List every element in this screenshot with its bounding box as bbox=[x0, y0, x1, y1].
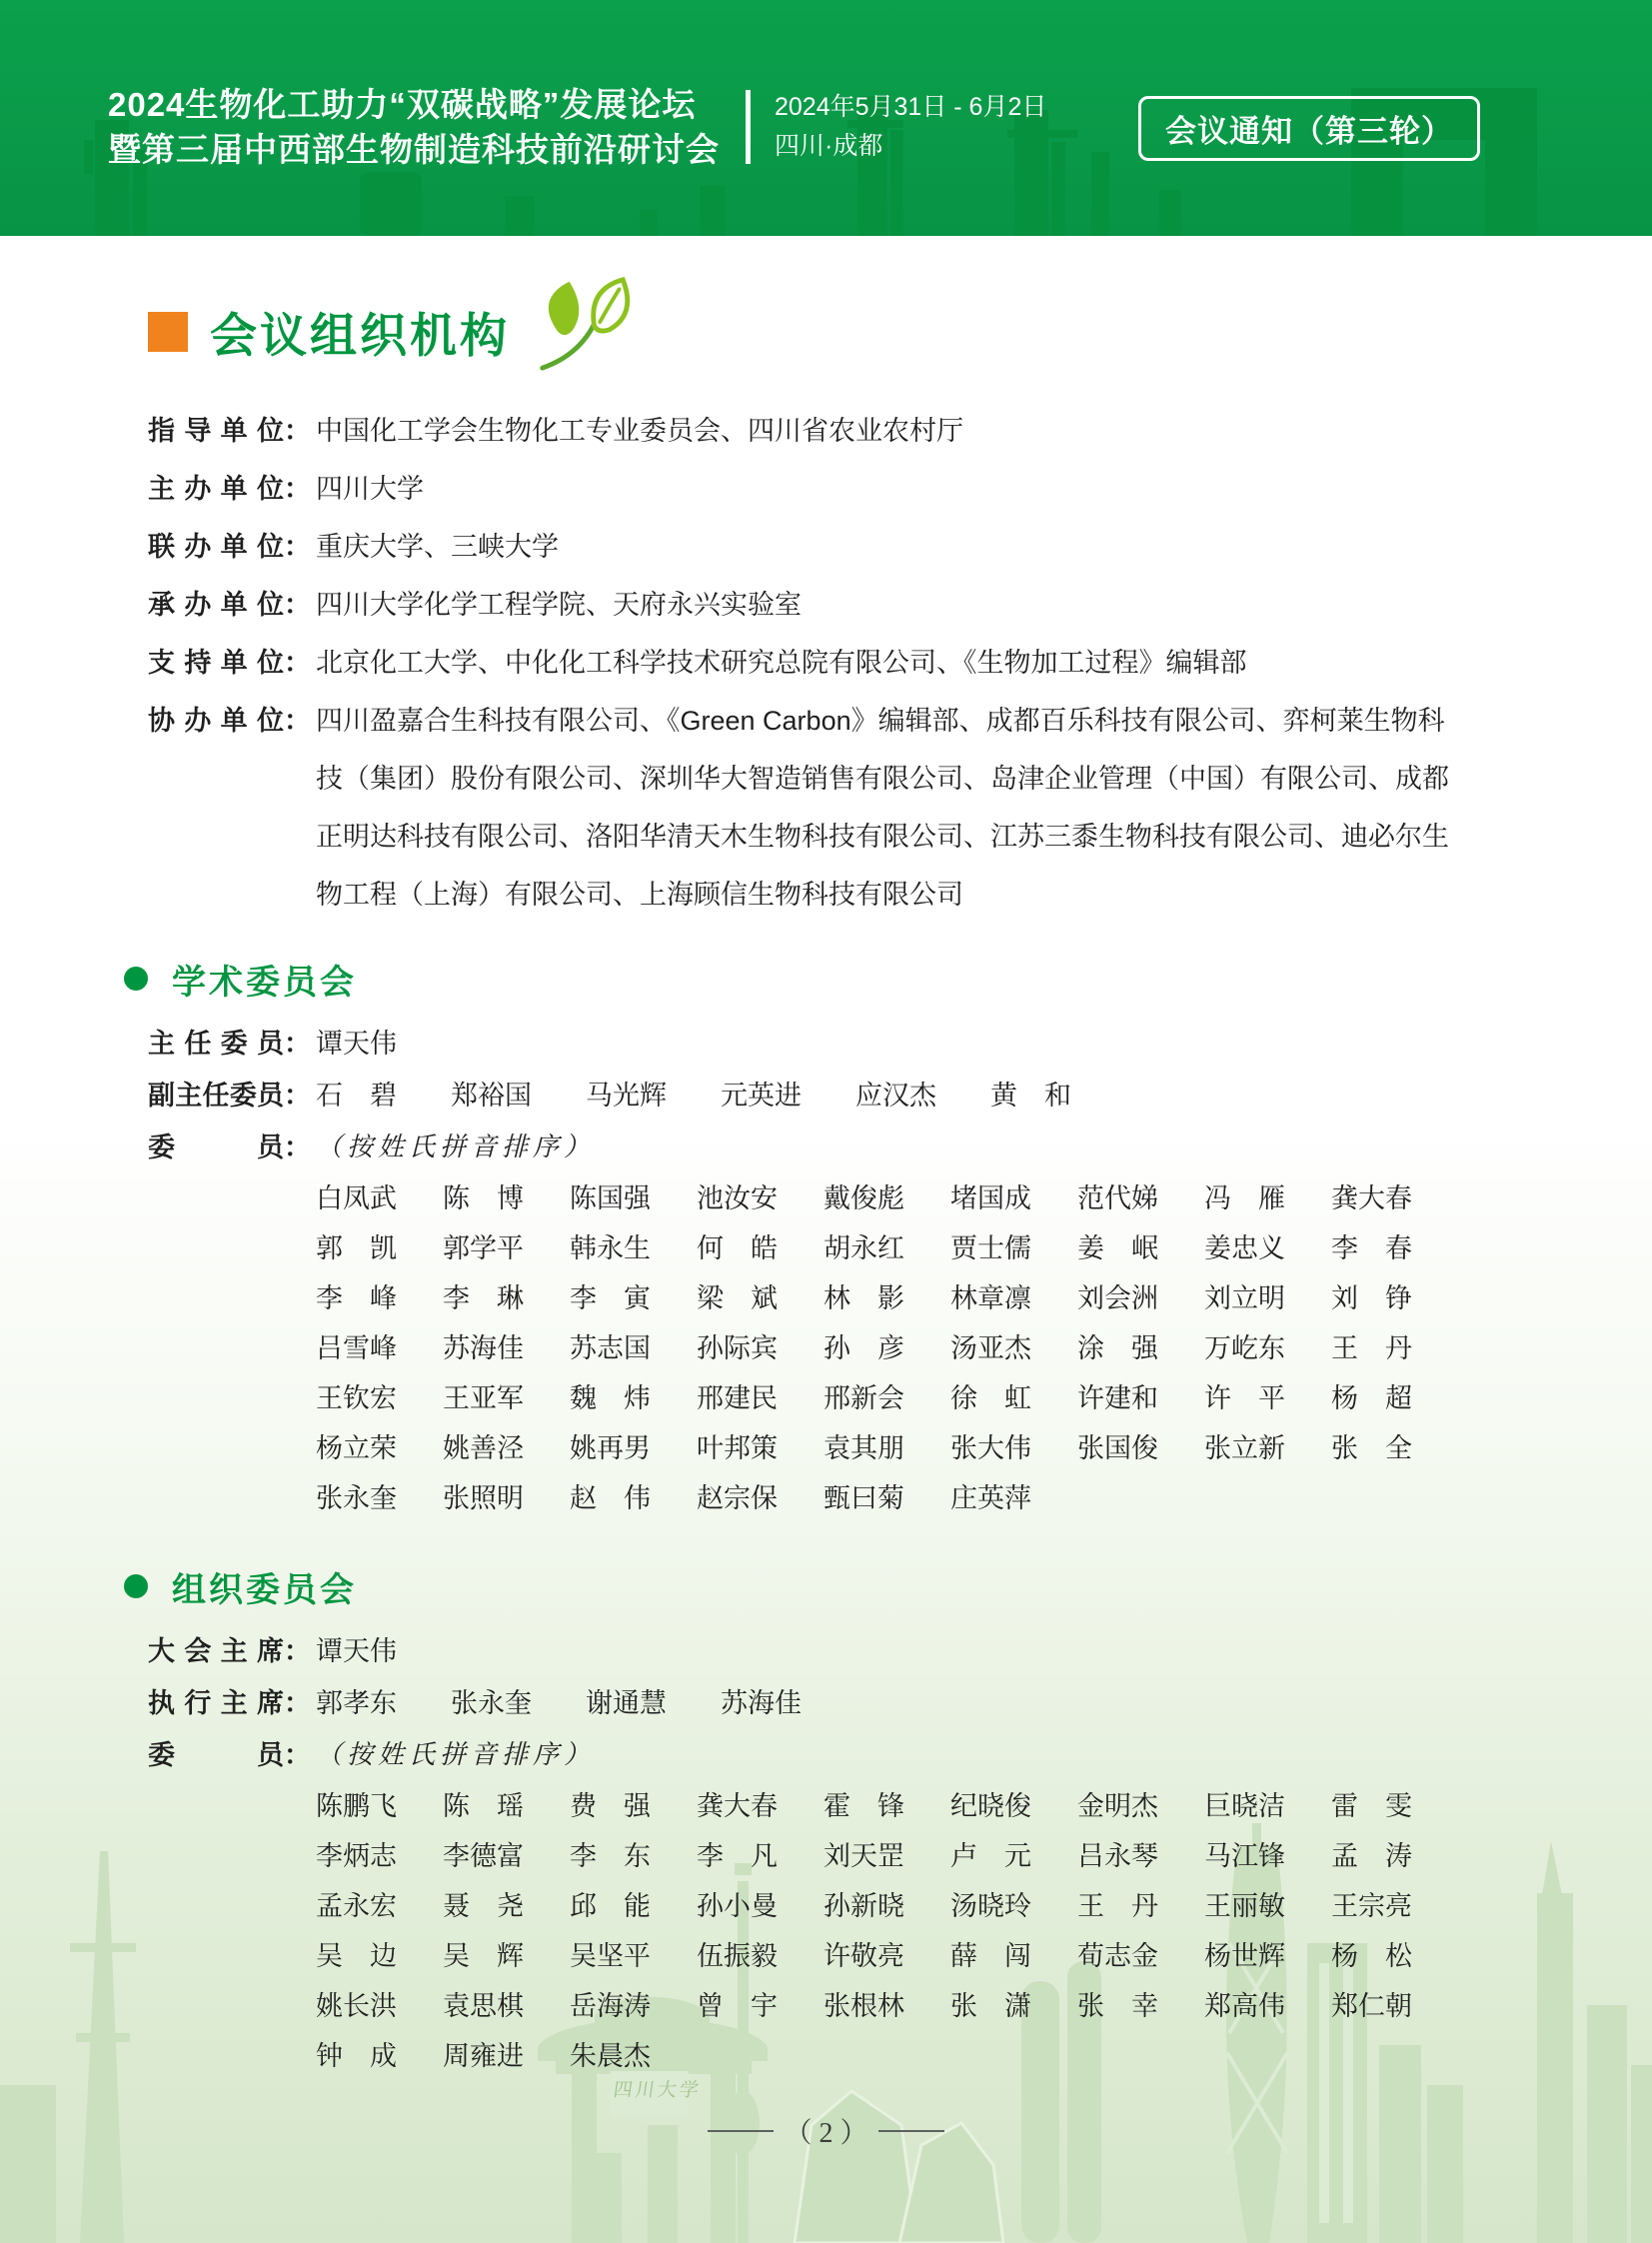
section-header-organization bbox=[148, 294, 1467, 370]
organizing-committee-header bbox=[148, 1561, 1467, 1611]
member-name: 刘会洲 bbox=[1077, 1283, 1158, 1313]
member-name: 孟 涛 bbox=[1331, 1841, 1412, 1871]
member-name: 刘 铮 bbox=[1331, 1283, 1412, 1313]
member-name: 张立新 bbox=[1204, 1433, 1285, 1463]
member-row bbox=[316, 1173, 1467, 1223]
member-name: 许建和 bbox=[1077, 1383, 1158, 1413]
org-unit-value: 四川盈嘉合生科技有限公司、《Green Carbon》编辑部、成都百乐科技有限公司、弈柯莱生物科技（集团）股份有限公司、深圳华大智造销售有限公司、岛津企业管理（中国）有限公司、成都正明达科技有限公司、洛阳华清天木生物科技有限公司、江苏三黍生物科技有限公司、迪必尔生物工程（上海）有限公司、上海顾信生物科技有限公司 bbox=[316, 706, 1449, 910]
members-label: 委员 bbox=[148, 1132, 284, 1162]
member-name: 姚再男 bbox=[570, 1433, 651, 1463]
member-row bbox=[316, 1881, 1467, 1931]
member-name: 孙际宾 bbox=[697, 1333, 778, 1363]
member-name: 甄曰菊 bbox=[824, 1483, 904, 1513]
exec-chair-names: 郭孝东 张永奎 谢通慧 苏海佳 bbox=[316, 1688, 802, 1718]
member-name: 朱晨杰 bbox=[570, 2041, 651, 2071]
member-name: 周雍进 bbox=[443, 2041, 524, 2071]
member-name: 卢 元 bbox=[950, 1841, 1031, 1871]
member-name: 张 全 bbox=[1331, 1433, 1412, 1463]
member-row bbox=[316, 1323, 1467, 1373]
member-name: 赵 伟 bbox=[570, 1483, 651, 1513]
member-name: 刘立明 bbox=[1204, 1283, 1285, 1313]
gate-plaque-text: 四川大学 bbox=[612, 2080, 704, 2101]
members-sort-note: （按姓氏拼音排序） bbox=[316, 1740, 596, 1769]
vice-chair-row bbox=[148, 1070, 1467, 1122]
member-name: 李 春 bbox=[1331, 1233, 1412, 1263]
chair-name: 谭天伟 bbox=[316, 1636, 397, 1666]
label-colon: ： bbox=[284, 1081, 311, 1111]
leaf-icon bbox=[524, 276, 642, 372]
org-unit-value: 北京化工大学、中化化工科学技术研究总院有限公司、《生物加工过程》编辑部 bbox=[316, 648, 1247, 678]
member-name: 邢建民 bbox=[697, 1383, 778, 1413]
notice-round-badge: 会议通知（第三轮） bbox=[1138, 96, 1480, 161]
member-row bbox=[316, 1931, 1467, 1981]
member-name: 李德富 bbox=[443, 1841, 524, 1871]
member-name: 张 幸 bbox=[1077, 1991, 1158, 2021]
member-name: 吕永琴 bbox=[1077, 1841, 1158, 1871]
member-name: 费 强 bbox=[570, 1791, 651, 1821]
member-name: 邢新会 bbox=[824, 1383, 904, 1413]
org-unit-row bbox=[148, 692, 1467, 924]
org-unit-row bbox=[148, 518, 1467, 576]
organizing-committee-title: 组织委员会 bbox=[172, 1570, 357, 1609]
org-unit-row bbox=[148, 576, 1467, 634]
member-name: 纪晓俊 bbox=[950, 1791, 1031, 1821]
conference-location: 四川·成都 bbox=[775, 132, 883, 160]
member-name: 涂 强 bbox=[1077, 1333, 1158, 1363]
member-name: 薛 闯 bbox=[950, 1941, 1031, 1971]
member-row bbox=[316, 1473, 1467, 1523]
member-name: 杨 超 bbox=[1331, 1383, 1412, 1413]
member-name: 汤亚杰 bbox=[950, 1333, 1031, 1363]
org-unit-label: 支持单位 bbox=[148, 648, 284, 678]
vice-chair-names: 石 碧 郑裕国 马光辉 元英进 应汉杰 黄 和 bbox=[316, 1081, 1071, 1111]
conference-date: 2024年5月31日 - 6月2日 bbox=[775, 93, 1047, 121]
label-colon: ： bbox=[284, 474, 311, 504]
chair-name: 谭天伟 bbox=[316, 1029, 397, 1059]
member-name: 张国俊 bbox=[1077, 1433, 1158, 1463]
label-colon: ： bbox=[284, 1740, 311, 1770]
member-name: 魏 炜 bbox=[570, 1383, 651, 1413]
orange-square-bullet-icon bbox=[148, 312, 188, 352]
member-name: 韩永生 bbox=[570, 1233, 651, 1263]
member-name: 王钦宏 bbox=[316, 1383, 397, 1413]
member-name: 陈鹏飞 bbox=[316, 1791, 397, 1821]
chair-row bbox=[148, 1625, 1467, 1677]
member-name: 郑仁朝 bbox=[1331, 1991, 1412, 2021]
member-name: 贾士儒 bbox=[950, 1233, 1031, 1263]
header-left bbox=[108, 82, 1046, 172]
member-name: 李 峰 bbox=[316, 1283, 397, 1313]
conference-title bbox=[108, 82, 720, 172]
chair-label: 大会主席 bbox=[148, 1636, 284, 1666]
member-name: 许敬亮 bbox=[824, 1941, 904, 1971]
member-row bbox=[316, 1781, 1467, 1831]
member-name: 聂 尧 bbox=[443, 1891, 524, 1921]
member-name: 龚大春 bbox=[1331, 1183, 1412, 1213]
member-name: 陈 瑶 bbox=[443, 1791, 524, 1821]
member-name: 吴 边 bbox=[316, 1941, 397, 1971]
academic-members-grid bbox=[316, 1173, 1467, 1523]
member-name: 刘天罡 bbox=[824, 1841, 904, 1871]
member-name: 王 丹 bbox=[1331, 1333, 1412, 1363]
member-name: 范代娣 bbox=[1077, 1183, 1158, 1213]
member-name: 张大伟 bbox=[950, 1433, 1031, 1463]
member-name: 姚善泾 bbox=[443, 1433, 524, 1463]
org-unit-value: 四川大学 bbox=[316, 474, 424, 504]
member-name: 吴坚平 bbox=[570, 1941, 651, 1971]
green-dot-bullet-icon bbox=[124, 1574, 148, 1598]
member-name: 孙 彦 bbox=[824, 1333, 904, 1363]
member-name: 王宗亮 bbox=[1331, 1891, 1412, 1921]
section-title: 会议组织机构 bbox=[210, 308, 510, 362]
member-name: 王亚军 bbox=[443, 1383, 524, 1413]
label-colon: ： bbox=[284, 532, 311, 562]
members-row bbox=[148, 1729, 1467, 1781]
member-name: 李 凡 bbox=[697, 1841, 778, 1871]
member-name: 徐 虹 bbox=[950, 1383, 1031, 1413]
org-unit-row bbox=[148, 460, 1467, 518]
member-name: 李 东 bbox=[570, 1841, 651, 1871]
member-name: 孙小曼 bbox=[697, 1891, 778, 1921]
org-unit-value: 中国化工学会生物化工专业委员会、四川省农业农村厅 bbox=[316, 416, 963, 446]
member-name: 岳海涛 bbox=[570, 1991, 651, 2021]
conference-title-line-2: 暨第三届中西部生物制造科技前沿研讨会 bbox=[108, 131, 720, 168]
member-name: 林 影 bbox=[824, 1283, 904, 1313]
member-row bbox=[316, 2031, 1467, 2081]
member-name: 汤晓玲 bbox=[950, 1891, 1031, 1921]
member-name: 杨世辉 bbox=[1204, 1941, 1285, 1971]
member-name: 袁思棋 bbox=[443, 1991, 524, 2021]
org-unit-value: 四川大学化学工程学院、天府永兴实验室 bbox=[316, 590, 802, 620]
members-label: 委员 bbox=[148, 1740, 284, 1770]
member-row bbox=[316, 1423, 1467, 1473]
member-name: 陈国强 bbox=[570, 1183, 651, 1213]
green-dot-bullet-icon bbox=[124, 967, 148, 991]
member-name: 叶邦策 bbox=[697, 1433, 778, 1463]
member-name: 吴 辉 bbox=[443, 1941, 524, 1971]
member-name: 曾 宇 bbox=[697, 1991, 778, 2021]
member-name: 郭 凯 bbox=[316, 1233, 397, 1263]
member-name: 赵宗保 bbox=[697, 1483, 778, 1513]
member-name: 池汝安 bbox=[697, 1183, 778, 1213]
member-name: 荀志金 bbox=[1077, 1941, 1158, 1971]
academic-committee-section bbox=[148, 954, 1467, 1523]
organizing-members-grid bbox=[316, 1781, 1467, 2081]
member-name: 杨 松 bbox=[1331, 1941, 1412, 1971]
label-colon: ： bbox=[284, 590, 311, 620]
exec-chair-label: 执行主席 bbox=[148, 1688, 284, 1718]
member-name: 万屹东 bbox=[1204, 1333, 1285, 1363]
label-colon: ： bbox=[284, 416, 311, 446]
member-name: 王 丹 bbox=[1077, 1891, 1158, 1921]
member-name: 郭学平 bbox=[443, 1233, 524, 1263]
org-unit-label: 主办单位 bbox=[148, 474, 284, 504]
member-name: 庄英萍 bbox=[950, 1483, 1031, 1513]
member-name: 冯 雁 bbox=[1204, 1183, 1285, 1213]
member-name: 孟永宏 bbox=[316, 1891, 397, 1921]
member-name: 杨立荣 bbox=[316, 1433, 397, 1463]
member-name: 张永奎 bbox=[316, 1483, 397, 1513]
vice-chair-label: 副主任委员 bbox=[148, 1081, 284, 1111]
members-row bbox=[148, 1122, 1467, 1173]
member-name: 姜忠义 bbox=[1204, 1233, 1285, 1263]
header-band bbox=[0, 0, 1652, 236]
label-colon: ： bbox=[284, 1029, 311, 1059]
member-name: 戴俊彪 bbox=[824, 1183, 904, 1213]
footer-rule-left bbox=[708, 2130, 774, 2132]
exec-chair-row bbox=[148, 1677, 1467, 1729]
member-name: 姜 岷 bbox=[1077, 1233, 1158, 1263]
member-name: 姚长洪 bbox=[316, 1991, 397, 2021]
conference-title-line-1: 2024生物化工助力“双碳战略”发展论坛 bbox=[108, 86, 697, 123]
member-name: 苏海佳 bbox=[443, 1333, 524, 1363]
member-name: 钟 成 bbox=[316, 2041, 397, 2071]
org-unit-label: 承办单位 bbox=[148, 590, 284, 620]
member-name: 张根林 bbox=[824, 1991, 904, 2021]
member-name: 陈 博 bbox=[443, 1183, 524, 1213]
member-name: 许 平 bbox=[1204, 1383, 1285, 1413]
member-name: 白凤武 bbox=[316, 1183, 397, 1213]
footer-rule-right bbox=[878, 2130, 944, 2132]
member-name: 林章凛 bbox=[950, 1283, 1031, 1313]
member-name: 李 寅 bbox=[570, 1283, 651, 1313]
member-name: 何 皓 bbox=[697, 1233, 778, 1263]
org-units-list bbox=[148, 402, 1467, 924]
member-name: 张 潇 bbox=[950, 1991, 1031, 2021]
page-footer bbox=[0, 2111, 1652, 2151]
chair-row bbox=[148, 1018, 1467, 1070]
org-unit-label: 指导单位 bbox=[148, 416, 284, 446]
org-unit-value: 重庆大学、三峡大学 bbox=[316, 532, 559, 562]
label-colon: ： bbox=[284, 648, 311, 678]
member-name: 巨晓洁 bbox=[1204, 1791, 1285, 1821]
member-name: 马江锋 bbox=[1204, 1841, 1285, 1871]
conference-meta bbox=[775, 88, 1046, 166]
label-colon: ： bbox=[284, 1636, 311, 1666]
label-colon: ： bbox=[284, 1132, 311, 1162]
member-name: 张照明 bbox=[443, 1483, 524, 1513]
member-name: 袁其朋 bbox=[824, 1433, 904, 1463]
member-row bbox=[316, 1223, 1467, 1273]
member-row bbox=[316, 1273, 1467, 1323]
member-name: 孙新晓 bbox=[824, 1891, 904, 1921]
member-row bbox=[316, 1981, 1467, 2031]
academic-committee-title: 学术委员会 bbox=[172, 963, 357, 1002]
member-name: 李 琳 bbox=[443, 1283, 524, 1313]
header-divider bbox=[746, 90, 751, 164]
org-unit-label: 协办单位 bbox=[148, 706, 284, 736]
member-name: 堵国成 bbox=[950, 1183, 1031, 1213]
members-sort-note: （按姓氏拼音排序） bbox=[316, 1132, 596, 1161]
member-name: 李炳志 bbox=[316, 1841, 397, 1871]
member-name: 梁 斌 bbox=[697, 1283, 778, 1313]
org-unit-row bbox=[148, 402, 1467, 460]
org-unit-row bbox=[148, 634, 1467, 692]
member-row bbox=[316, 1831, 1467, 1881]
member-name: 胡永红 bbox=[824, 1233, 904, 1263]
academic-committee-header bbox=[148, 954, 1467, 1004]
member-name: 龚大春 bbox=[697, 1791, 778, 1821]
member-name: 雷 雯 bbox=[1331, 1791, 1412, 1821]
member-name: 郑高伟 bbox=[1204, 1991, 1285, 2021]
member-name: 吕雪峰 bbox=[316, 1333, 397, 1363]
member-name: 霍 锋 bbox=[824, 1791, 904, 1821]
member-name: 王丽敏 bbox=[1204, 1891, 1285, 1921]
label-colon: ： bbox=[284, 1688, 311, 1718]
member-name: 伍振毅 bbox=[697, 1941, 778, 1971]
member-name: 金明杰 bbox=[1077, 1791, 1158, 1821]
org-unit-label: 联办单位 bbox=[148, 532, 284, 562]
label-colon: ： bbox=[284, 706, 311, 736]
page-number: （ 2 ） bbox=[784, 2118, 868, 2149]
organizing-committee-section bbox=[148, 1561, 1467, 2081]
member-name: 苏志国 bbox=[570, 1333, 651, 1363]
member-name: 邱 能 bbox=[570, 1891, 651, 1921]
member-row bbox=[316, 1373, 1467, 1423]
chair-label: 主任委员 bbox=[148, 1029, 284, 1059]
